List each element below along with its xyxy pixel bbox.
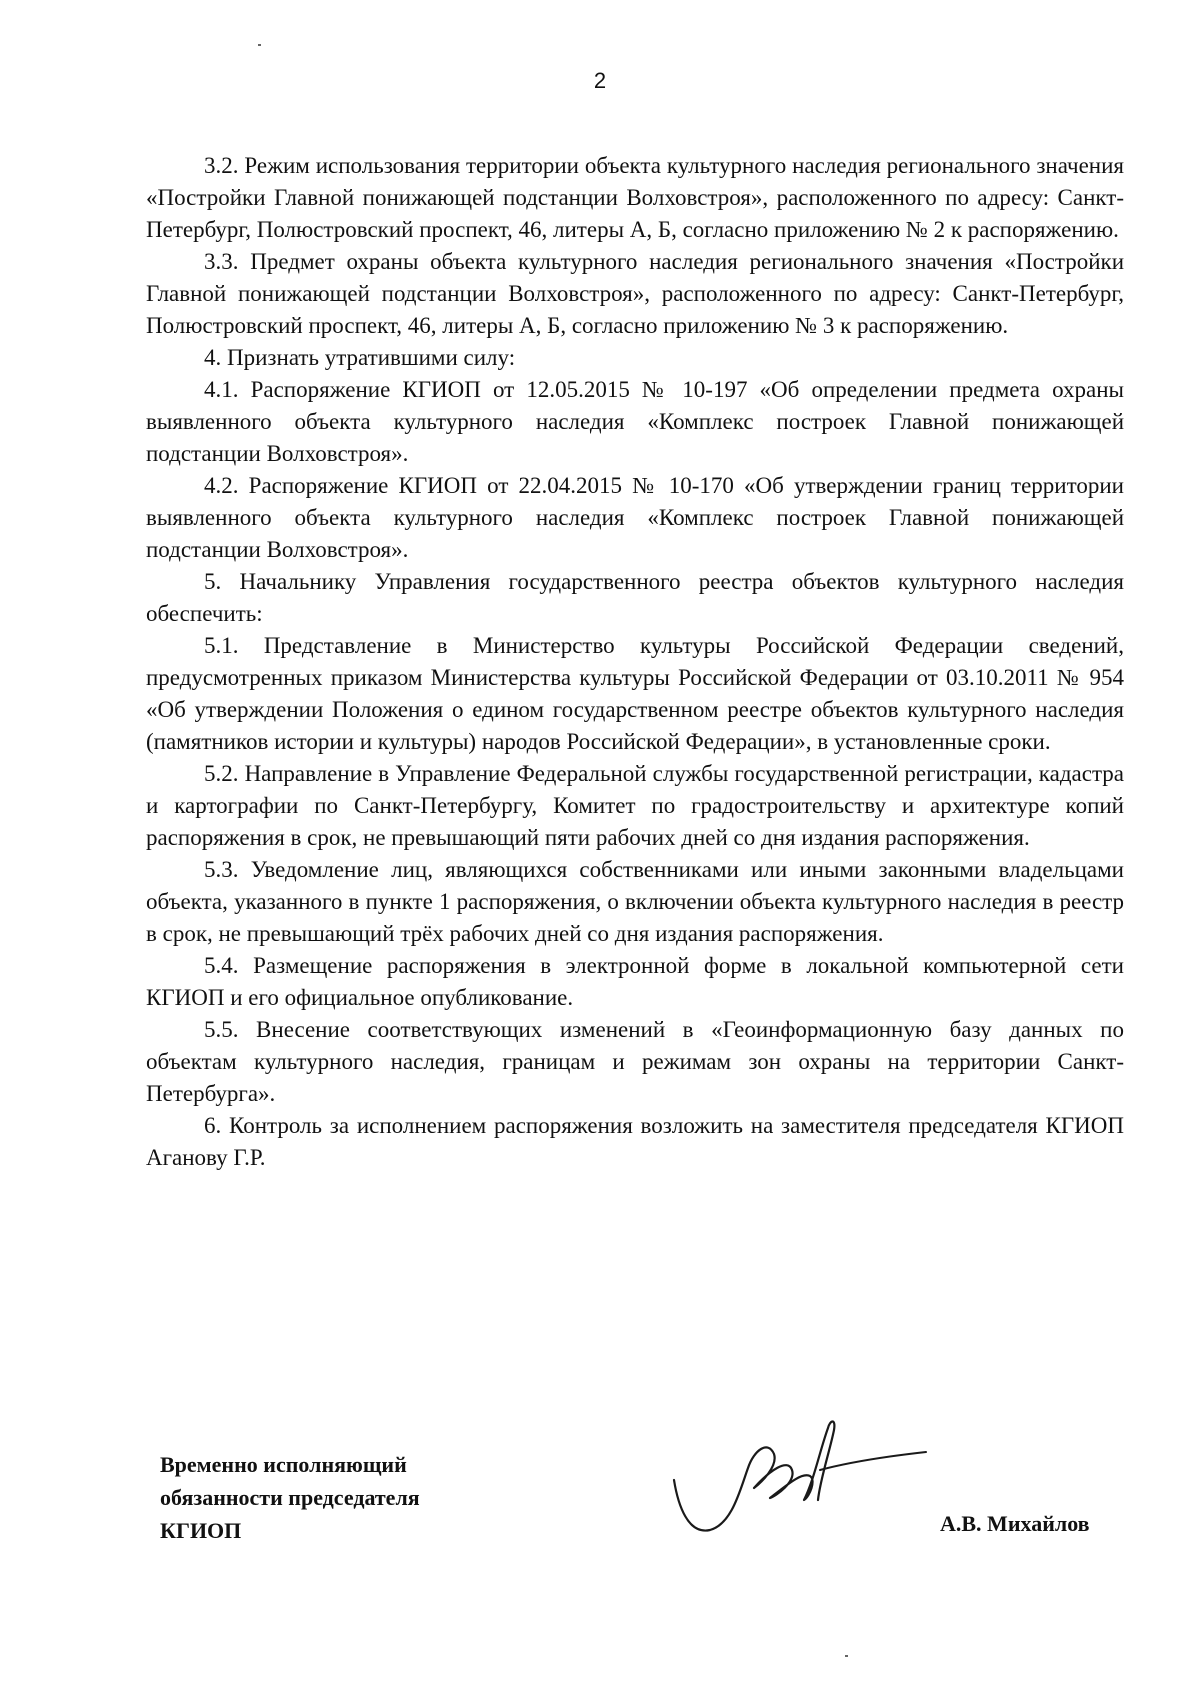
scan-artifact [258,44,261,46]
handwritten-signature [670,1410,930,1540]
signatory-title-line: Временно исполняющий [160,1452,407,1477]
paragraph-5-3: 5.3. Уведомление лиц, являющихся собственниками или иными законными владельцами объекта, указанного в пункте 1 распоряжения, о включении объекта культурного наследия в реестр в срок, не превышающий трёх рабочих дней со дня издания распоряжения. [146,857,1124,946]
paragraph-5-5: 5.5. Внесение соответствующих изменений в «Геоинформационную базу данных по объектам культурного наследия, границам и режимам зон охраны на территории Санкт-Петербурга». [146,1017,1124,1106]
page-number: 2 [593,68,607,93]
signatory-title [160,1448,420,1547]
document-body [146,150,1124,1174]
paragraph-4: 4. Признать утратившими силу: [204,345,516,370]
paragraph-4-1: 4.1. Распоряжение КГИОП от 12.05.2015 № 10-197 «Об определении предмета охраны выявленного объекта культурного наследия «Комплекс построек Главной понижающей подстанции Волховстроя». [146,377,1124,466]
paragraph-3-2: 3.2. Режим использования территории объекта культурного наследия регионального значения «Постройки Главной понижающей подстанции Волховстроя», расположенного по адресу: Санкт-Петербург, Полюстровский проспект, 46, литеры А, Б, согласно приложению № 2 к распоряжению. [146,153,1124,242]
signatory-name: А.В. Михайлов [940,1511,1090,1536]
paragraph-5: 5. Начальнику Управления государственного реестра объектов культурного наследия обеспечить: [146,569,1124,626]
signatory-title-line: КГИОП [160,1518,242,1543]
paragraph-4-2: 4.2. Распоряжение КГИОП от 22.04.2015 № 10-170 «Об утверждении границ территории выявленного объекта культурного наследия «Комплекс построек Главной понижающей подстанции Волховстроя». [146,473,1124,562]
signatory-title-line: обязанности председателя [160,1485,420,1510]
paragraph-5-1: 5.1. Представление в Министерство культуры Российской Федерации сведений, предусмотренных приказом Министерства культуры Российской Федерации от 03.10.2011 № 954 «Об утверждении Положения о едином государственном реестре объектов культурного наследия (памятников истории и культуры) народов Российской Федерации», в установленные сроки. [146,633,1124,754]
paragraph-5-4: 5.4. Размещение распоряжения в электронной форме в локальной компьютерной сети КГИОП и его официальное опубликование. [146,953,1124,1010]
paragraph-6: 6. Контроль за исполнением распоряжения возложить на заместителя председателя КГИОП Аганову Г.Р. [146,1113,1124,1170]
paragraph-5-2: 5.2. Направление в Управление Федеральной службы государственной регистрации, кадастра и картографии по Санкт-Петербургу, Комитет по градостроительству и архитектуре копий распоряжения в срок, не превышающий пяти рабочих дней со дня издания распоряжения. [146,761,1124,850]
paragraph-3-3: 3.3. Предмет охраны объекта культурного наследия регионального значения «Постройки Главной понижающей подстанции Волховстроя», расположенного по адресу: Санкт-Петербург, Полюстровский проспект, 46, литеры А, Б, согласно приложению № 3 к распоряжению. [146,249,1124,338]
scan-artifact [845,1655,848,1657]
